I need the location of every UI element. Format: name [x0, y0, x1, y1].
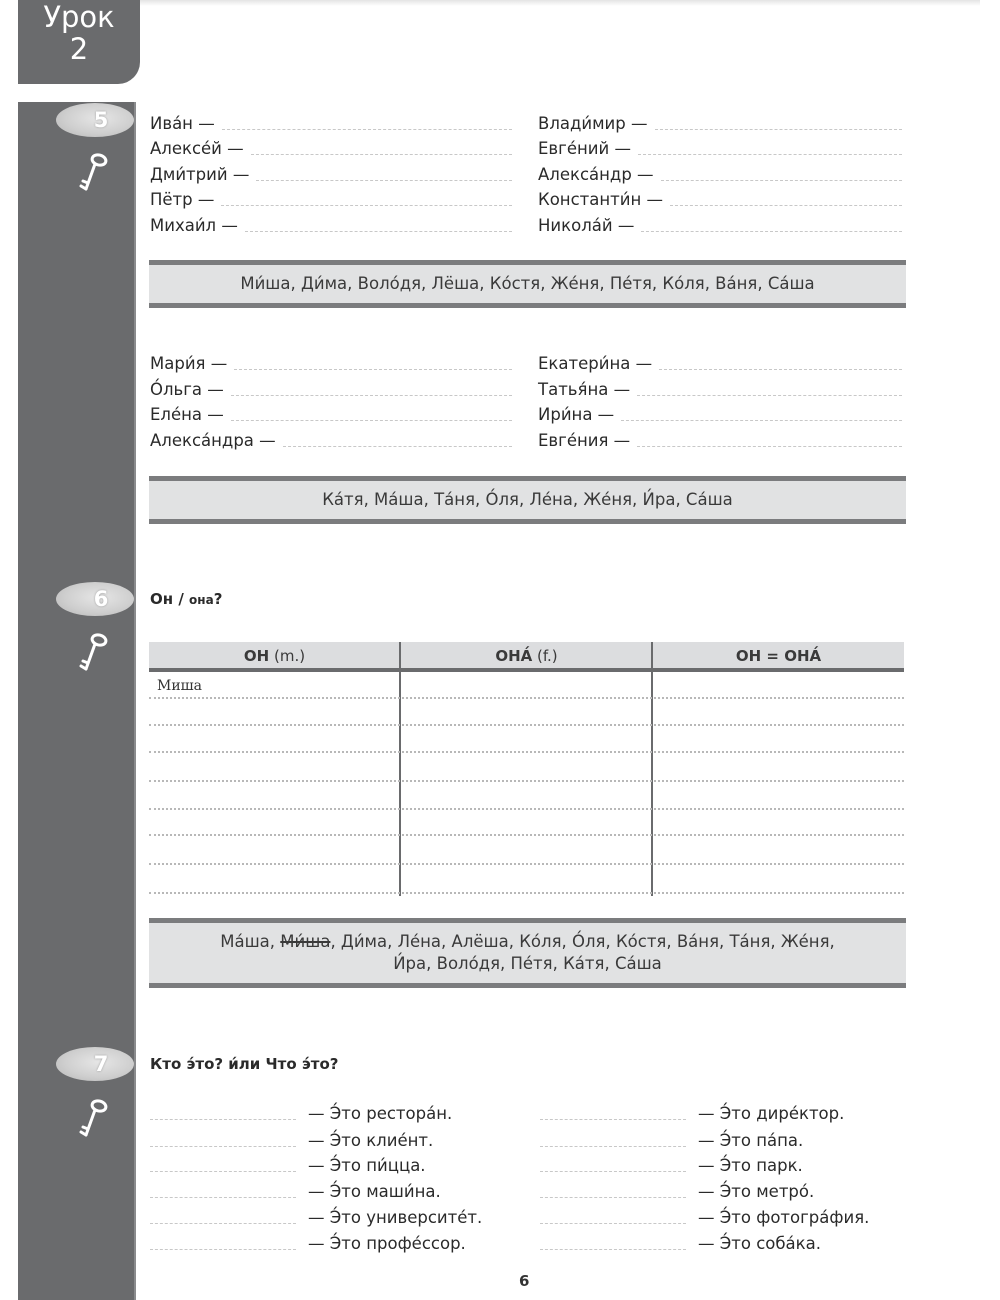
answer-blank[interactable] [245, 230, 512, 232]
full-name-label: Евге́ний — [538, 139, 631, 158]
writing-line [149, 751, 904, 753]
answer-blank[interactable] [540, 1222, 686, 1224]
name-fill-row [150, 354, 512, 374]
answer-blank[interactable] [637, 445, 902, 447]
answer-blank[interactable] [150, 1196, 296, 1198]
question-row [540, 1182, 814, 1202]
exercise-7-badge: 7 [56, 1047, 134, 1081]
full-name-label: Екатери́на — [538, 354, 653, 373]
answer-sentence: — Э́то фотогра́фия. [698, 1208, 870, 1227]
answer-sentence: — Э́то метро́. [698, 1182, 815, 1201]
word-bank-male [149, 260, 906, 308]
question-row [540, 1156, 803, 1176]
question-row [150, 1182, 441, 1202]
column-divider [399, 642, 401, 896]
full-name-label: Евге́ния — [538, 431, 631, 450]
writing-line [149, 780, 904, 782]
answer-sentence: — Э́то профе́ссор. [308, 1234, 466, 1253]
answer-blank[interactable] [221, 204, 512, 206]
lesson-number: 2 [69, 32, 89, 66]
word-bank-mixed-line-2: И́ра, Воло́дя, Пе́тя, Ка́тя, Са́ша [393, 954, 662, 973]
word-bank-female-text: Ка́тя, Ма́ша, Та́ня, О́ля, Ле́на, Же́ня, И́ра, Са́ша [322, 490, 733, 509]
answer-blank[interactable] [231, 394, 512, 396]
answer-blank[interactable] [637, 394, 902, 396]
answer-blank[interactable] [540, 1248, 686, 1250]
writing-line [149, 808, 904, 810]
writing-line [149, 863, 904, 865]
answer-blank[interactable] [659, 368, 902, 370]
answer-blank[interactable] [638, 153, 902, 155]
question-row [150, 1234, 466, 1254]
word-bank-male-text: Ми́ша, Ди́ма, Воло́дя, Лёша, Ко́стя, Же́ня, Пе́тя, Ко́ля, Ва́ня, Са́ша [240, 274, 815, 293]
name-fill-row [150, 380, 512, 400]
exercise-5-badge: 5 [56, 103, 134, 137]
answer-blank[interactable] [150, 1145, 296, 1147]
struck-example-word: Ми́ша [280, 932, 331, 951]
answer-blank[interactable] [150, 1248, 296, 1250]
name-fill-row [538, 216, 902, 236]
full-name-label: Влади́мир — [538, 114, 648, 133]
gender-table [149, 642, 904, 896]
answer-sentence: — Э́то па́па. [698, 1131, 804, 1150]
question-row [540, 1131, 803, 1151]
name-fill-row [150, 139, 512, 159]
answer-blank[interactable] [150, 1170, 296, 1172]
answer-sentence: — Э́то пи́цца. [308, 1156, 426, 1175]
name-fill-row [538, 190, 902, 210]
answer-blank[interactable] [222, 128, 512, 130]
name-fill-row [150, 405, 512, 425]
question-row [540, 1234, 821, 1254]
question-row [150, 1131, 433, 1151]
full-name-label: Еле́на — [150, 405, 224, 424]
name-fill-row [538, 431, 902, 451]
full-name-label: Ива́н — [150, 114, 215, 133]
full-name-label: Дми́трий — [150, 165, 250, 184]
exercise-7-title: Кто э́то? и́ли Что э́то? [150, 1055, 339, 1073]
name-fill-row [150, 114, 512, 134]
full-name-label: Ири́на — [538, 405, 615, 424]
question-row [150, 1208, 482, 1228]
name-fill-row [150, 431, 512, 451]
full-name-label: Алекса́ндра — [150, 431, 276, 450]
key-icon [76, 1098, 110, 1140]
key-icon [76, 152, 110, 194]
page-number: 6 [519, 1272, 530, 1290]
answer-sentence: — Э́то университе́т. [308, 1208, 483, 1227]
word-bank-mixed-line-1: Ма́ша, Ми́ша, Ди́ма, Ле́на, Алёша, Ко́ля, О́ля, Ко́стя, Ва́ня, Та́ня, Же́ня, [220, 932, 835, 951]
answer-blank[interactable] [283, 445, 512, 447]
full-name-label: Никола́й — [538, 216, 635, 235]
full-name-label: Мари́я — [150, 354, 228, 373]
answer-blank[interactable] [150, 1118, 296, 1120]
name-fill-row [538, 114, 902, 134]
answer-blank[interactable] [661, 179, 902, 181]
answer-blank[interactable] [540, 1170, 686, 1172]
answer-blank[interactable] [655, 128, 903, 130]
word-bank-female [149, 476, 906, 524]
name-fill-row [150, 165, 512, 185]
exercise-6-title: Он / она? [150, 590, 223, 608]
column-header-feminine: ОНА́ (f.) [495, 647, 558, 665]
sidebar-edge [134, 102, 136, 1300]
lesson-tab [18, 0, 140, 84]
answer-sentence: — Э́то рестора́н. [308, 1104, 453, 1123]
name-fill-row [150, 190, 512, 210]
answer-blank[interactable] [540, 1196, 686, 1198]
full-name-label: Константи́н — [538, 190, 664, 209]
exercise-6-badge: 6 [56, 582, 134, 616]
column-divider [651, 642, 653, 896]
answer-sentence: — Э́то клие́нт. [308, 1131, 434, 1150]
question-row [540, 1104, 844, 1124]
question-row [150, 1156, 426, 1176]
answer-sentence: — Э́то соба́ка. [698, 1234, 821, 1253]
answer-sentence: — Э́то дире́ктор. [698, 1104, 845, 1123]
writing-line [149, 724, 904, 726]
writing-line [149, 892, 904, 894]
answer-blank[interactable] [540, 1145, 686, 1147]
question-row [150, 1104, 452, 1124]
tab-separator [18, 84, 136, 102]
full-name-label: Михаи́л — [150, 216, 238, 235]
full-name-label: Татья́на — [538, 380, 631, 399]
name-fill-row [150, 216, 512, 236]
full-name-label: О́льга — [150, 380, 224, 399]
word-bank-mixed [149, 918, 906, 988]
answer-sentence: — Э́то парк. [698, 1156, 803, 1175]
answer-blank[interactable] [621, 419, 902, 421]
answer-blank[interactable] [234, 368, 512, 370]
key-icon [76, 632, 110, 674]
name-fill-row [538, 405, 902, 425]
answer-blank[interactable] [150, 1222, 296, 1224]
name-fill-row [538, 380, 902, 400]
lesson-label: Урок [43, 0, 115, 34]
answer-blank[interactable] [251, 153, 512, 155]
name-fill-row [538, 165, 902, 185]
answer-blank[interactable] [540, 1118, 686, 1120]
question-row [540, 1208, 869, 1228]
full-name-label: Пётр — [150, 190, 215, 209]
writing-line [149, 697, 904, 699]
full-name-label: Алекса́ндр — [538, 165, 654, 184]
answer-blank[interactable] [641, 230, 902, 232]
name-fill-row [538, 139, 902, 159]
column-header-both: ОН = ОНА́ [735, 647, 822, 665]
answer-sentence: — Э́то маши́на. [308, 1182, 441, 1201]
answer-blank[interactable] [256, 179, 512, 181]
answer-blank[interactable] [670, 204, 902, 206]
answer-blank[interactable] [231, 419, 512, 421]
name-fill-row [538, 354, 902, 374]
full-name-label: Алексе́й — [150, 139, 244, 158]
writing-line [149, 834, 904, 836]
column-header-masculine: ОН (m.) [243, 647, 306, 665]
example-entry: Миша [157, 678, 203, 694]
page-top-shadow [140, 0, 980, 6]
